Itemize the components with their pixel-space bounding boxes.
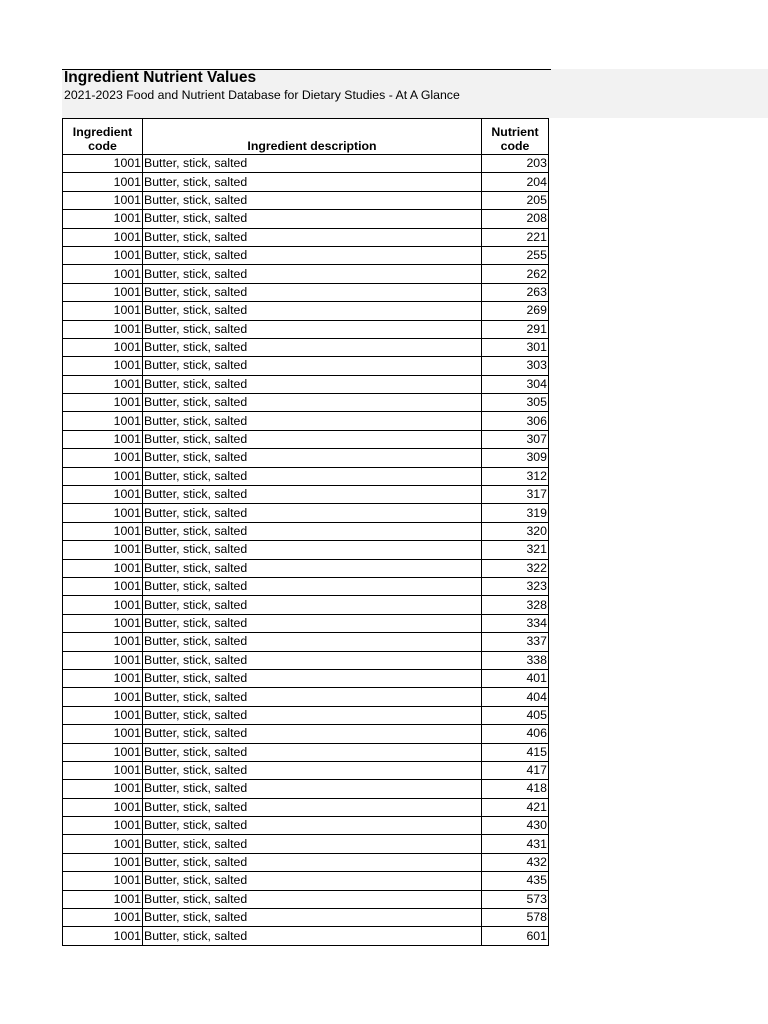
- ingredient-code-cell: 1001: [63, 430, 143, 448]
- nutrient-table: [62, 118, 549, 946]
- nutrient-code-cell: 321: [482, 541, 549, 559]
- nutrient-code-cell: 304: [482, 375, 549, 393]
- nutrient-code-cell: 431: [482, 835, 549, 853]
- ingredient-code-cell: 1001: [63, 780, 143, 798]
- ingredient-code-cell: 1001: [63, 338, 143, 356]
- table-row: [63, 541, 549, 559]
- ingredient-code-cell: 1001: [63, 743, 143, 761]
- ingredient-description-cell: Butter, stick, salted: [143, 283, 482, 301]
- table-row: [63, 155, 549, 173]
- column-header-ingredient-description: Ingredient description: [143, 119, 482, 155]
- ingredient-description-cell: Butter, stick, salted: [143, 541, 482, 559]
- ingredient-code-cell: 1001: [63, 283, 143, 301]
- nutrient-code-cell: 320: [482, 522, 549, 540]
- ingredient-description-cell: Butter, stick, salted: [143, 577, 482, 595]
- ingredient-code-cell: 1001: [63, 669, 143, 687]
- ingredient-description-cell: Butter, stick, salted: [143, 651, 482, 669]
- nutrient-code-cell: 421: [482, 798, 549, 816]
- ingredient-code-cell: 1001: [63, 265, 143, 283]
- table-header-row: [63, 119, 549, 155]
- table-row: [63, 449, 549, 467]
- ingredient-description-cell: Butter, stick, salted: [143, 338, 482, 356]
- table-row: [63, 467, 549, 485]
- nutrient-code-cell: 417: [482, 761, 549, 779]
- ingredient-code-cell: 1001: [63, 853, 143, 871]
- ingredient-code-cell: 1001: [63, 798, 143, 816]
- ingredient-description-cell: Butter, stick, salted: [143, 835, 482, 853]
- table-row: [63, 890, 549, 908]
- ingredient-description-cell: Butter, stick, salted: [143, 394, 482, 412]
- ingredient-description-cell: Butter, stick, salted: [143, 817, 482, 835]
- nutrient-code-cell: 301: [482, 338, 549, 356]
- table-row: [63, 302, 549, 320]
- nutrient-code-cell: 307: [482, 430, 549, 448]
- table-row: [63, 246, 549, 264]
- ingredient-description-cell: Butter, stick, salted: [143, 614, 482, 632]
- nutrient-code-cell: 328: [482, 596, 549, 614]
- nutrient-code-cell: 573: [482, 890, 549, 908]
- ingredient-description-cell: Butter, stick, salted: [143, 927, 482, 945]
- ingredient-code-cell: 1001: [63, 817, 143, 835]
- ingredient-description-cell: Butter, stick, salted: [143, 559, 482, 577]
- ingredient-code-cell: 1001: [63, 577, 143, 595]
- ingredient-description-cell: Butter, stick, salted: [143, 467, 482, 485]
- nutrient-code-cell: 323: [482, 577, 549, 595]
- nutrient-code-cell: 262: [482, 265, 549, 283]
- column-header-ingredient-code: Ingredient code: [63, 119, 143, 155]
- ingredient-code-cell: 1001: [63, 173, 143, 191]
- nutrient-code-cell: 317: [482, 486, 549, 504]
- ingredient-description-cell: Butter, stick, salted: [143, 246, 482, 264]
- nutrient-code-cell: 435: [482, 872, 549, 890]
- ingredient-code-cell: 1001: [63, 596, 143, 614]
- ingredient-code-cell: 1001: [63, 394, 143, 412]
- ingredient-description-cell: Butter, stick, salted: [143, 504, 482, 522]
- ingredient-code-cell: 1001: [63, 412, 143, 430]
- table-row: [63, 394, 549, 412]
- nutrient-code-cell: 205: [482, 191, 549, 209]
- ingredient-code-cell: 1001: [63, 835, 143, 853]
- ingredient-description-cell: Butter, stick, salted: [143, 486, 482, 504]
- ingredient-code-cell: 1001: [63, 449, 143, 467]
- ingredient-code-cell: 1001: [63, 927, 143, 945]
- nutrient-code-cell: 405: [482, 706, 549, 724]
- table-row: [63, 688, 549, 706]
- table-row: [63, 596, 549, 614]
- table-row: [63, 743, 549, 761]
- nutrient-code-cell: 334: [482, 614, 549, 632]
- ingredient-code-cell: 1001: [63, 191, 143, 209]
- ingredient-description-cell: Butter, stick, salted: [143, 872, 482, 890]
- ingredient-code-cell: 1001: [63, 614, 143, 632]
- ingredient-description-cell: Butter, stick, salted: [143, 357, 482, 375]
- ingredient-description-cell: Butter, stick, salted: [143, 743, 482, 761]
- ingredient-code-cell: 1001: [63, 357, 143, 375]
- ingredient-code-cell: 1001: [63, 559, 143, 577]
- ingredient-code-cell: 1001: [63, 375, 143, 393]
- ingredient-description-cell: Butter, stick, salted: [143, 228, 482, 246]
- nutrient-code-cell: 203: [482, 155, 549, 173]
- ingredient-description-cell: Butter, stick, salted: [143, 430, 482, 448]
- table-row: [63, 559, 549, 577]
- nutrient-code-cell: 338: [482, 651, 549, 669]
- nutrient-code-cell: 337: [482, 633, 549, 651]
- ingredient-description-cell: Butter, stick, salted: [143, 725, 482, 743]
- ingredient-description-cell: Butter, stick, salted: [143, 688, 482, 706]
- ingredient-code-cell: 1001: [63, 890, 143, 908]
- ingredient-description-cell: Butter, stick, salted: [143, 706, 482, 724]
- ingredient-code-cell: 1001: [63, 633, 143, 651]
- ingredient-code-cell: 1001: [63, 320, 143, 338]
- nutrient-code-cell: 415: [482, 743, 549, 761]
- ingredient-description-cell: Butter, stick, salted: [143, 210, 482, 228]
- ingredient-code-cell: 1001: [63, 155, 143, 173]
- table-row: [63, 614, 549, 632]
- nutrient-code-cell: 406: [482, 725, 549, 743]
- table-row: [63, 577, 549, 595]
- ingredient-description-cell: Butter, stick, salted: [143, 522, 482, 540]
- nutrient-code-cell: 306: [482, 412, 549, 430]
- ingredient-code-cell: 1001: [63, 872, 143, 890]
- ingredient-description-cell: Butter, stick, salted: [143, 302, 482, 320]
- nutrient-code-cell: 578: [482, 909, 549, 927]
- nutrient-code-cell: 269: [482, 302, 549, 320]
- table-row: [63, 430, 549, 448]
- table-row: [63, 338, 549, 356]
- table-row: [63, 780, 549, 798]
- ingredient-code-cell: 1001: [63, 541, 143, 559]
- nutrient-code-cell: 418: [482, 780, 549, 798]
- table-row: [63, 412, 549, 430]
- nutrient-code-cell: 312: [482, 467, 549, 485]
- nutrient-code-cell: 401: [482, 669, 549, 687]
- table-row: [63, 817, 549, 835]
- ingredient-code-cell: 1001: [63, 909, 143, 927]
- ingredient-description-cell: Butter, stick, salted: [143, 191, 482, 209]
- ingredient-code-cell: 1001: [63, 651, 143, 669]
- table-row: [63, 633, 549, 651]
- ingredient-description-cell: Butter, stick, salted: [143, 798, 482, 816]
- nutrient-code-cell: 430: [482, 817, 549, 835]
- ingredient-code-cell: 1001: [63, 302, 143, 320]
- table-row: [63, 522, 549, 540]
- nutrient-code-cell: 319: [482, 504, 549, 522]
- table-row: [63, 320, 549, 338]
- page-title: Ingredient Nutrient Values: [64, 69, 257, 86]
- ingredient-description-cell: Butter, stick, salted: [143, 909, 482, 927]
- ingredient-description-cell: Butter, stick, salted: [143, 669, 482, 687]
- table-row: [63, 872, 549, 890]
- nutrient-code-cell: 208: [482, 210, 549, 228]
- table-row: [63, 725, 549, 743]
- page-subtitle: 2021-2023 Food and Nutrient Database for Dietary Studies - At A Glance: [64, 88, 460, 102]
- ingredient-description-cell: Butter, stick, salted: [143, 761, 482, 779]
- ingredient-description-cell: Butter, stick, salted: [143, 412, 482, 430]
- table-row: [63, 651, 549, 669]
- ingredient-code-cell: 1001: [63, 486, 143, 504]
- table-row: [63, 173, 549, 191]
- ingredient-code-cell: 1001: [63, 504, 143, 522]
- nutrient-code-cell: 601: [482, 927, 549, 945]
- nutrient-code-cell: 255: [482, 246, 549, 264]
- table-row: [63, 669, 549, 687]
- nutrient-code-cell: 322: [482, 559, 549, 577]
- table-row: [63, 706, 549, 724]
- ingredient-code-cell: 1001: [63, 246, 143, 264]
- table-row: [63, 835, 549, 853]
- ingredient-code-cell: 1001: [63, 725, 143, 743]
- ingredient-code-cell: 1001: [63, 210, 143, 228]
- nutrient-code-cell: 303: [482, 357, 549, 375]
- ingredient-description-cell: Butter, stick, salted: [143, 375, 482, 393]
- ingredient-code-cell: 1001: [63, 761, 143, 779]
- ingredient-code-cell: 1001: [63, 467, 143, 485]
- table-row: [63, 504, 549, 522]
- ingredient-code-cell: 1001: [63, 688, 143, 706]
- ingredient-description-cell: Butter, stick, salted: [143, 853, 482, 871]
- table-row: [63, 927, 549, 945]
- ingredient-description-cell: Butter, stick, salted: [143, 320, 482, 338]
- ingredient-description-cell: Butter, stick, salted: [143, 633, 482, 651]
- table-row: [63, 761, 549, 779]
- nutrient-code-cell: 404: [482, 688, 549, 706]
- nutrient-code-cell: 432: [482, 853, 549, 871]
- ingredient-description-cell: Butter, stick, salted: [143, 155, 482, 173]
- ingredient-description-cell: Butter, stick, salted: [143, 890, 482, 908]
- table-row: [63, 375, 549, 393]
- nutrient-code-cell: 221: [482, 228, 549, 246]
- table-row: [63, 357, 549, 375]
- ingredient-description-cell: Butter, stick, salted: [143, 265, 482, 283]
- table-body: [63, 155, 549, 946]
- table-row: [63, 191, 549, 209]
- table-row: [63, 283, 549, 301]
- ingredient-description-cell: Butter, stick, salted: [143, 449, 482, 467]
- ingredient-code-cell: 1001: [63, 228, 143, 246]
- table-row: [63, 853, 549, 871]
- table-row: [63, 798, 549, 816]
- nutrient-code-cell: 263: [482, 283, 549, 301]
- table-row: [63, 228, 549, 246]
- ingredient-description-cell: Butter, stick, salted: [143, 173, 482, 191]
- nutrient-code-cell: 204: [482, 173, 549, 191]
- ingredient-description-cell: Butter, stick, salted: [143, 596, 482, 614]
- column-header-nutrient-code: Nutrient code: [482, 119, 549, 155]
- ingredient-code-cell: 1001: [63, 522, 143, 540]
- table-row: [63, 909, 549, 927]
- table-row: [63, 265, 549, 283]
- nutrient-code-cell: 305: [482, 394, 549, 412]
- table-row: [63, 210, 549, 228]
- table-row: [63, 486, 549, 504]
- ingredient-description-cell: Butter, stick, salted: [143, 780, 482, 798]
- ingredient-code-cell: 1001: [63, 706, 143, 724]
- nutrient-code-cell: 291: [482, 320, 549, 338]
- nutrient-code-cell: 309: [482, 449, 549, 467]
